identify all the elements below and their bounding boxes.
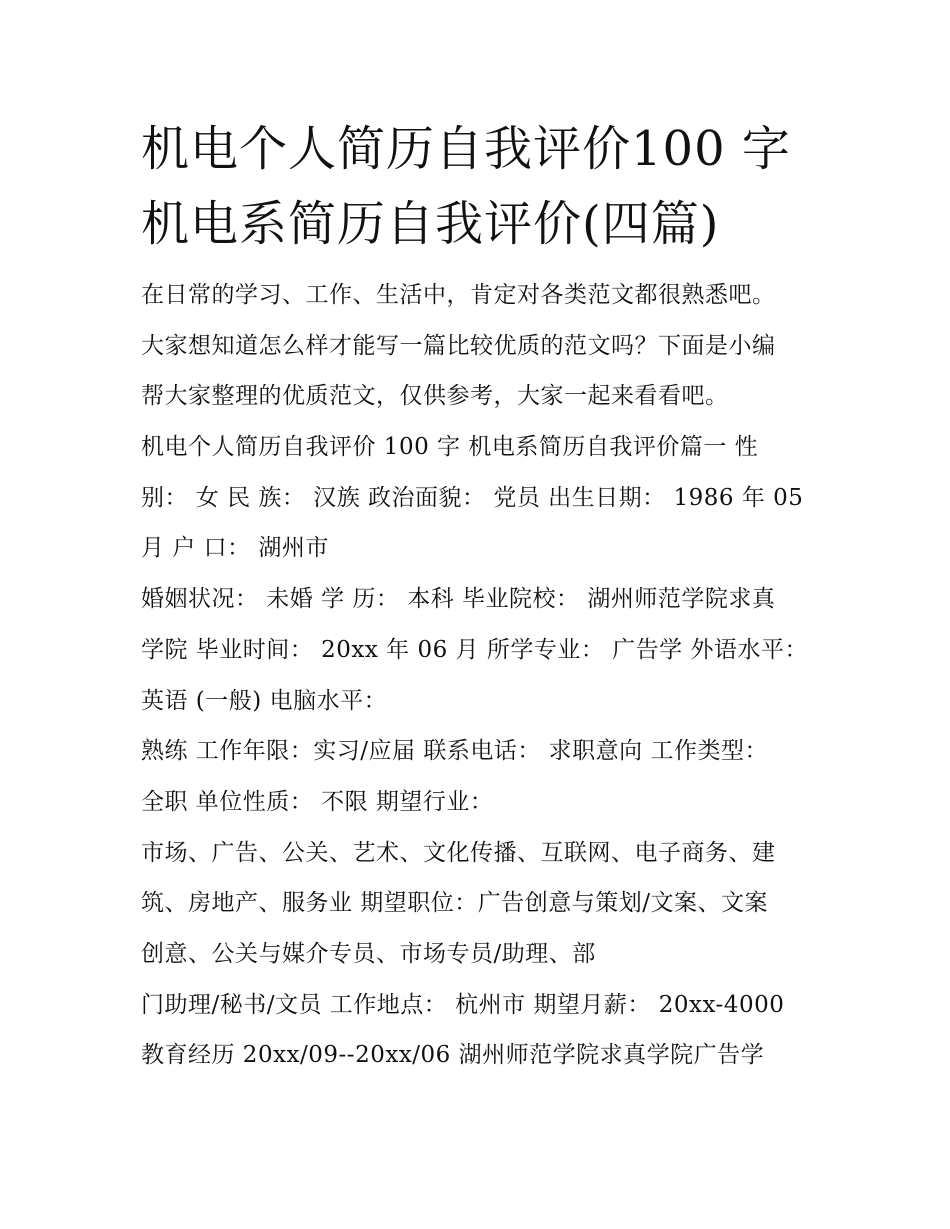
document-title [141,112,831,262]
body-line: 英语 (一般) 电脑水平： [141,687,388,714]
body-line: 大家想知道怎么样才能写一篇比较优质的范文吗？下面是小编 [141,332,776,359]
body-line: 帮大家整理的优质范文，仅供参考，大家一起来看看吧。 [141,383,729,410]
body-line: 月 户 口： 湖州市 [141,535,329,562]
body-line: 门助理/秘书/文员 工作地点： 杭州市 期望月薪： 20xx-4000 [141,991,785,1018]
body-line: 在日常的学习、工作、生活中，肯定对各类范文都很熟悉吧。 [141,282,776,308]
document-page [141,112,831,1081]
body-line: 学院 毕业时间： 20xx 年 06 月 所学专业： 广告学 外语水平： [141,636,808,663]
body-line: 机电个人简历自我评价 100 字 机电系简历自我评价篇一 性 [141,434,759,461]
body-line: 婚姻状况： 未婚 学 历： 本科 毕业院校： 湖州师范学院求真 [141,586,776,613]
body-line: 熟练 工作年限：实习/应届 联系电话： 求职意向 工作类型： [141,738,768,765]
body-line: 市场、广告、公关、艺术、文化传播、互联网、电子商务、建 [141,839,776,866]
title-line-2: 机电系简历自我评价(四篇) [141,196,720,252]
title-line-1: 机电个人简历自我评价100 字 [141,121,791,177]
body-line: 筑、房地产、服务业 期望职位：广告创意与策划/文案、文案 [141,890,769,917]
document-body [141,270,831,1081]
body-line: 别： 女 民 族： 汉族 政治面貌： 党员 出生日期： 1986 年 05 [141,484,804,511]
body-line: 教育经历 20xx/09--20xx/06 湖州师范学院求真学院广告学 [141,1042,765,1069]
body-line: 创意、公关与媒介专员、市场专员/助理、部 [141,940,596,967]
body-line: 全职 单位性质： 不限 期望行业： [141,788,494,815]
